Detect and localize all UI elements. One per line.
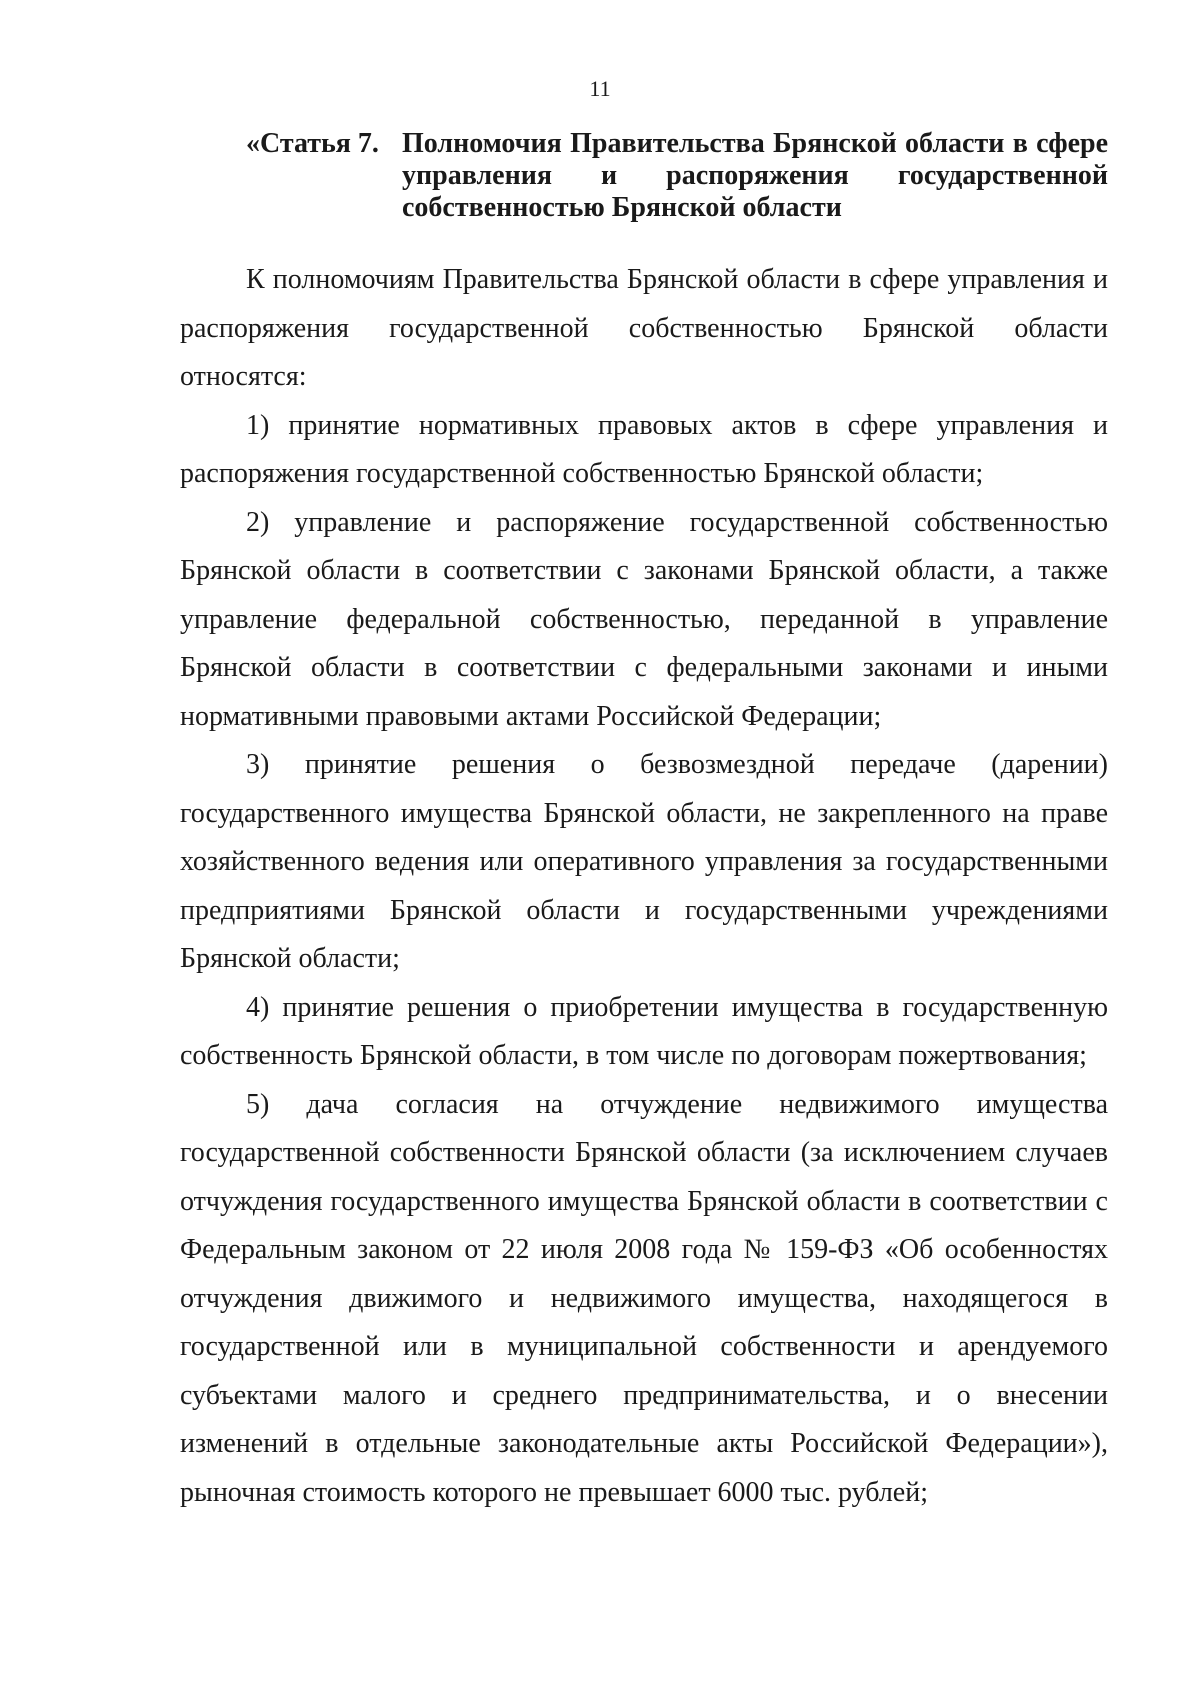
list-item-1: 1) принятие нормативных правовых актов в сфере управления и распоряжения государственной собственностью Брянской области; (180, 409, 1108, 489)
list-item-4: 4) принятие решения о приобретении имущества в государственную собственность Брянской области, в том числе по договорам пожертвования; (180, 991, 1108, 1071)
list-item-3: 3) принятие решения о безвозмездной передаче (дарении) государственного имущества Брянской области, не закрепленного на праве хозяйственного ведения или оперативного управления за государственными предприятиями Брянской области и государственными учреждениями Брянской области; (180, 749, 1108, 974)
page-number: 11 (589, 76, 611, 101)
article-title: Полномочия Правительства Брянской области в сфере управления и распоряжения государственной собственностью Брянской области (402, 128, 1108, 223)
list-item-2: 2) управление и распоряжение государственной собственностью Брянской области в соответствии с законами Брянской области, а также управление федеральной собственностью, переданной в управление Брянской области в соответствии с федеральными законами и иными нормативными правовыми актами Российской Федерации; (180, 506, 1108, 732)
article-heading (246, 128, 1108, 224)
article-body (180, 256, 1108, 1517)
list-item-5: 5) дача согласия на отчуждение недвижимого имущества государственной собственности Брянской области (за исключением случаев отчуждения государственного имущества Брянской области в соответствии с Федеральным законом от 22 июля 2008 года № 159-ФЗ «Об особенностях отчуждения движимого и недвижимого имущества, находящегося в государственной или в муниципальной собственности и арендуемого субъектами малого и среднего предпринимательства, и о внесении изменений в отдельные законодательные акты Российской Федерации»), рыночная стоимость которого не превышает 6000 тыс. рублей; (180, 1088, 1108, 1508)
article-number: «Статья 7. (246, 128, 379, 159)
intro-paragraph: К полномочиям Правительства Брянской области в сфере управления и распоряжения государственной собственностью Брянской области относятся: (180, 264, 1108, 392)
